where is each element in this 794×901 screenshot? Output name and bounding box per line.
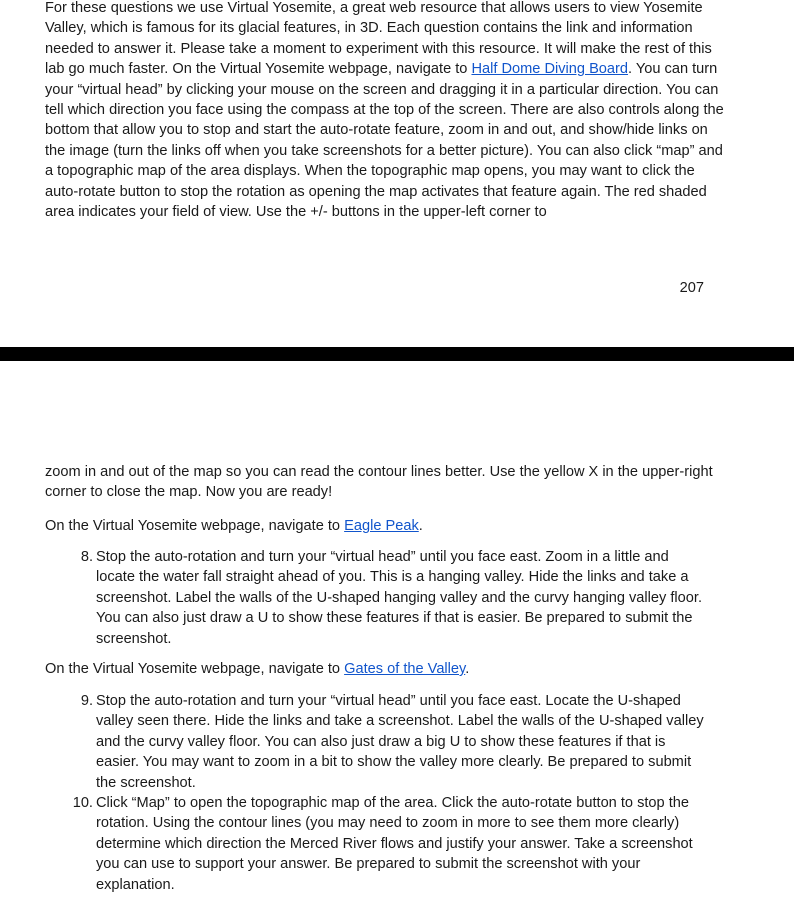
- question-10-number: 10.: [72, 795, 93, 812]
- intro-text-after: . You can turn your “virtual head” by clicking your mouse on the screen and dragging it in a particular direction. You can tell which direction you face using the compass at the top of the screen. There are also controls along the bottom that allow you to stop and start the auto-rotate feature, zoom in and out, and show/hide links on the image (turn the links off when you take screenshots for a better picture). You can also click “map” and a topographic map of the area displays. When the topographic map opens, you may want to click the auto-rotate button to stop the rotation as opening the map activates that feature again. The red shaded area indicates your field of view. Use the +/- buttons in the upper-left corner to: [45, 61, 724, 221]
- question-9: [0, 691, 708, 793]
- question-list-gates: [0, 691, 794, 895]
- gates-of-the-valley-link[interactable]: Gates of the Valley: [344, 661, 466, 677]
- half-dome-diving-board-link[interactable]: Half Dome Diving Board: [471, 61, 629, 78]
- gates-nav-paragraph: [45, 659, 725, 679]
- page-separator: [0, 347, 794, 361]
- question-list-eagle: [0, 547, 794, 649]
- continuation-paragraph: zoom in and out of the map so you can read the contour lines better. Use the yellow X in the upper-right corner to close the map. Now you are ready!: [45, 464, 713, 501]
- gates-nav-suffix: .: [465, 661, 470, 677]
- eagle-nav-prefix: On the Virtual Yosemite webpage, navigate to: [45, 518, 345, 534]
- page-number: 207: [679, 280, 704, 296]
- question-8-number: 8.: [80, 549, 93, 565]
- intro-paragraph: [45, 0, 725, 222]
- gates-nav-prefix: On the Virtual Yosemite webpage, navigate to: [45, 661, 345, 677]
- question-10: [0, 793, 708, 895]
- eagle-peak-link[interactable]: Eagle Peak: [344, 518, 419, 534]
- question-9-text: Stop the auto-rotation and turn your “virtual head” until you face east. Locate the U-shaped valley seen there. Hide the links and take a screenshot. Label the walls of the U-shaped valley and the curvy valley floor. You can also just draw a big U to show these features if that is easier. You may want to zoom in a bit to show the valley more clearly. Be prepared to submit the screenshot.: [96, 693, 704, 791]
- eagle-nav-suffix: .: [418, 518, 423, 534]
- question-10-text: Click “Map” to open the topographic map of the area. Click the auto-rotate button to stop the rotation. Using the contour lines (you may need to zoom in more to see them more clearly) determine which direction the Merced River flows and justify your answer. Take a screenshot you can use to support your answer. Be prepared to submit the screenshot with your explanation.: [96, 795, 693, 893]
- eagle-peak-nav-paragraph: [45, 516, 725, 536]
- question-9-number: 9.: [80, 693, 93, 709]
- question-8-text: Stop the auto-rotation and turn your “virtual head” until you face east. Zoom in a little and locate the water fall straight ahead of you. This is a hanging valley. Hide the links and take a screenshot. Label the walls of the U-shaped hanging valley and the curvy hanging valley floor. You can also just draw a U to show these features if that is easier. Be prepared to submit the screenshot.: [96, 549, 703, 647]
- page-bottom: [0, 361, 794, 901]
- question-8: [0, 547, 708, 649]
- intro-text-before: For these questions we use Virtual Yosemite, a great web resource that allows users to view Yosemite Valley, which is famous for its glacial features, in 3D. Each question contains the link and information needed to answer it. Please take a moment to experiment with this resource. It will make the rest of this lab go much faster. On the Virtual Yosemite webpage, navigate to: [45, 0, 712, 78]
- page-top: [0, 0, 794, 347]
